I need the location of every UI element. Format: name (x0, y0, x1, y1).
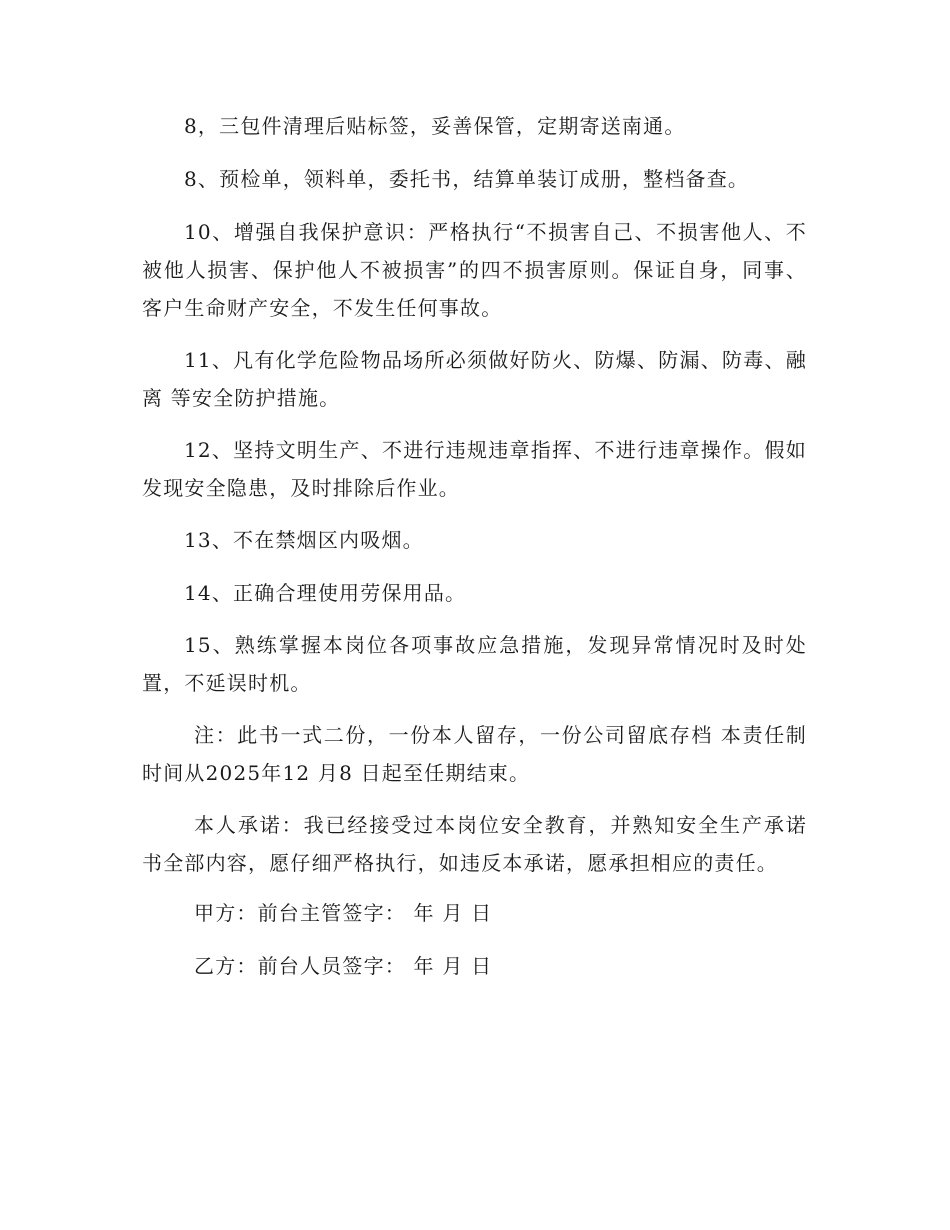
signature-party-a: 甲方：前台主管签字： 年 月 日 (194, 901, 493, 925)
clause-10-self-protection: 10、增强自我保护意识：严格执行“不损害自己、不损害他人、不被他人损害、保护他人不被损害”的四不损害原则。保证自身，同事、客户生命财产安全，不发生任何事故。 (142, 220, 807, 320)
clause-8-archive: 8、预检单，领料单，委托书，结算单装订成册，整档备查。 (184, 167, 750, 191)
note-paragraph: 注：此书一式二份，一份本人留存，一份公司留底存档 本责任制时间从2025年12 月8 日起至任期结束。 (142, 723, 807, 785)
clause-11-chemical-safety: 11、凡有化学危险物品场所必须做好防火、防爆、防漏、防毒、融离 等安全防护措施。 (142, 348, 807, 410)
signature-party-b: 乙方：前台人员签字： 年 月 日 (194, 954, 493, 978)
commitment-paragraph: 本人承诺：我已经接受过本岗位安全教育，并熟知安全生产承诺书全部内容，愿仔细严格执行，如违反本承诺，愿承担相应的责任。 (142, 813, 807, 875)
clause-12-civilized-production: 12、坚持文明生产、不进行违规违章指挥、不进行违章操作。假如发现安全隐患，及时排除后作业。 (142, 438, 807, 500)
clause-8-labels: 8，三包件清理后贴标签，妥善保管，定期寄送南通。 (184, 114, 686, 138)
clause-15-emergency-measures: 15、熟练掌握本岗位各项事故应急措施，发现异常情况时及时处置，不延误时机。 (142, 633, 807, 695)
clause-13-no-smoking: 13、不在禁烟区内吸烟。 (184, 528, 424, 552)
clause-14-protective-equipment: 14、正确合理使用劳保用品。 (184, 581, 467, 605)
